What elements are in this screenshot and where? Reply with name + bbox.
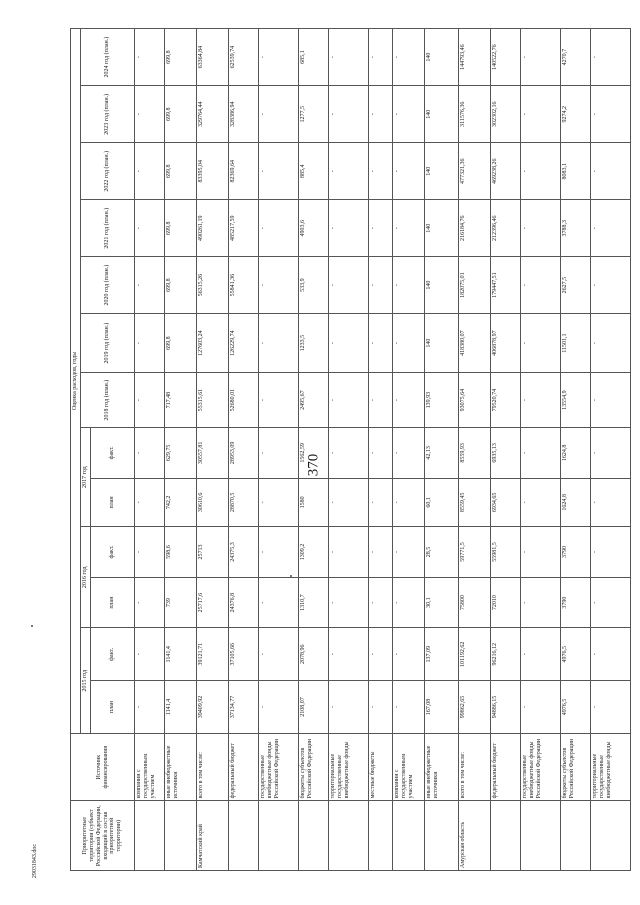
value-cell: 4270,7 bbox=[561, 29, 591, 86]
territory-cell bbox=[229, 801, 259, 871]
value-cell: 302302,16 bbox=[491, 86, 521, 143]
value-cell: 1624,8 bbox=[561, 478, 591, 527]
value-cell: - bbox=[259, 527, 299, 578]
value-cell: - bbox=[135, 478, 165, 527]
value-cell: 139,93 bbox=[425, 373, 459, 428]
table-row bbox=[229, 29, 259, 871]
value-cell: 126229,74 bbox=[229, 314, 259, 373]
value-cell: - bbox=[369, 577, 393, 628]
value-cell: - bbox=[369, 143, 393, 200]
value-cell: 13554,9 bbox=[561, 373, 591, 428]
value-cell: 179447,51 bbox=[491, 257, 521, 314]
header-estimate: Оценка расходов, годы bbox=[71, 29, 81, 734]
header-territory: Приоритетные территории (субъект Российской Федерации, входящий в состав приоритетной территории) bbox=[71, 801, 135, 871]
value-cell: 4976,5 bbox=[561, 681, 591, 734]
value-cell: - bbox=[393, 628, 425, 681]
value-cell: - bbox=[521, 86, 561, 143]
value-cell: 75800 bbox=[459, 577, 491, 628]
value-cell: 533,9 bbox=[299, 257, 329, 314]
value-cell: 329764,44 bbox=[197, 86, 229, 143]
value-cell: 8559,93 bbox=[459, 428, 491, 479]
territory-cell bbox=[369, 801, 393, 871]
value-cell: - bbox=[591, 628, 631, 681]
value-cell: - bbox=[329, 257, 369, 314]
value-cell: 25713 bbox=[197, 527, 229, 578]
territory-cell: Амурская область bbox=[459, 801, 491, 871]
value-cell: - bbox=[135, 577, 165, 628]
value-cell: - bbox=[369, 373, 393, 428]
value-cell: 685,1 bbox=[299, 29, 329, 86]
value-cell: 182075,01 bbox=[459, 257, 491, 314]
value-cell: 28870,5 bbox=[229, 478, 259, 527]
header-2019: 2019 год (план.) bbox=[81, 314, 135, 373]
value-cell: 37134,77 bbox=[229, 681, 259, 734]
value-cell: 24375,3 bbox=[229, 527, 259, 578]
source-cell: всего в том числе: bbox=[197, 733, 229, 801]
table-row bbox=[459, 29, 491, 871]
value-cell: 55315,61 bbox=[197, 373, 229, 428]
table-row bbox=[135, 29, 165, 871]
value-cell: 55981,5 bbox=[491, 527, 521, 578]
value-cell: - bbox=[259, 29, 299, 86]
value-cell: 62539,74 bbox=[229, 29, 259, 86]
table-row bbox=[259, 29, 299, 871]
territory-cell bbox=[491, 801, 521, 871]
header-source: Источник финансирования bbox=[71, 733, 135, 801]
value-cell: - bbox=[259, 86, 299, 143]
value-cell: - bbox=[369, 681, 393, 734]
value-cell: 742,2 bbox=[165, 478, 197, 527]
value-cell: 699,8 bbox=[165, 86, 197, 143]
territory-cell bbox=[329, 801, 369, 871]
value-cell: - bbox=[135, 681, 165, 734]
header-plan: план bbox=[91, 478, 135, 527]
value-cell: 59771,5 bbox=[459, 527, 491, 578]
value-cell: - bbox=[135, 628, 165, 681]
value-cell: - bbox=[329, 29, 369, 86]
value-cell: - bbox=[591, 257, 631, 314]
value-cell: 311576,36 bbox=[459, 86, 491, 143]
value-cell: - bbox=[521, 628, 561, 681]
value-cell: - bbox=[393, 428, 425, 479]
value-cell: - bbox=[259, 257, 299, 314]
value-cell: 1562,59 bbox=[299, 428, 329, 479]
value-cell: - bbox=[393, 200, 425, 257]
value-cell: 477321,36 bbox=[459, 143, 491, 200]
value-cell: - bbox=[521, 478, 561, 527]
value-cell: 24376,8 bbox=[229, 577, 259, 628]
value-cell: 25717,6 bbox=[197, 577, 229, 628]
value-cell: - bbox=[393, 577, 425, 628]
header-2018: 2018 год (план.) bbox=[81, 373, 135, 428]
value-cell: 2495,67 bbox=[299, 373, 329, 428]
table-row bbox=[561, 29, 591, 871]
header-fact: факт. bbox=[91, 428, 135, 479]
value-cell: 83395,04 bbox=[197, 143, 229, 200]
value-cell: 30,1 bbox=[425, 577, 459, 628]
value-cell: 93075,64 bbox=[459, 373, 491, 428]
value-cell: - bbox=[393, 314, 425, 373]
table-row bbox=[299, 29, 329, 871]
value-cell: - bbox=[369, 314, 393, 373]
value-cell: - bbox=[393, 681, 425, 734]
value-cell: - bbox=[521, 428, 561, 479]
value-cell: - bbox=[329, 681, 369, 734]
value-cell: 629,75 bbox=[165, 428, 197, 479]
value-cell: 717,48 bbox=[165, 373, 197, 428]
value-cell: - bbox=[591, 373, 631, 428]
territory-cell bbox=[299, 801, 329, 871]
document-footer bbox=[26, 836, 44, 886]
value-cell: - bbox=[259, 373, 299, 428]
header-plan: план bbox=[91, 577, 135, 628]
value-cell: - bbox=[369, 200, 393, 257]
table-body bbox=[135, 29, 631, 871]
value-cell: - bbox=[521, 200, 561, 257]
table-row bbox=[425, 29, 459, 871]
value-cell: - bbox=[135, 257, 165, 314]
value-cell: - bbox=[393, 527, 425, 578]
value-cell: - bbox=[369, 257, 393, 314]
value-cell: 140 bbox=[425, 257, 459, 314]
value-cell: 490261,19 bbox=[197, 200, 229, 257]
value-cell: 699,8 bbox=[165, 29, 197, 86]
value-cell: 39121,71 bbox=[197, 628, 229, 681]
value-cell: - bbox=[259, 628, 299, 681]
value-cell: - bbox=[521, 29, 561, 86]
value-cell: - bbox=[329, 200, 369, 257]
value-cell: - bbox=[135, 200, 165, 257]
source-cell: иные внебюджетные источники bbox=[165, 733, 197, 801]
value-cell: 212396,46 bbox=[491, 200, 521, 257]
value-cell: 30610,6 bbox=[197, 478, 229, 527]
value-cell: - bbox=[135, 373, 165, 428]
value-cell: 2078,96 bbox=[299, 628, 329, 681]
value-cell: - bbox=[591, 314, 631, 373]
page-number: 370 bbox=[305, 453, 322, 477]
source-cell: бюджеты субъектов Российской Федерации bbox=[299, 733, 329, 801]
value-cell: - bbox=[591, 200, 631, 257]
value-cell: - bbox=[369, 527, 393, 578]
value-cell: - bbox=[393, 29, 425, 86]
value-cell: 28953,09 bbox=[229, 428, 259, 479]
value-cell: 406878,97 bbox=[491, 314, 521, 373]
value-cell: - bbox=[135, 314, 165, 373]
value-cell: - bbox=[393, 86, 425, 143]
rotated-table-container bbox=[70, 28, 610, 871]
value-cell: 11501,1 bbox=[561, 314, 591, 373]
value-cell: - bbox=[135, 86, 165, 143]
value-cell: 96216,12 bbox=[491, 628, 521, 681]
value-cell: 82369,64 bbox=[229, 143, 259, 200]
value-cell: 101192,62 bbox=[459, 628, 491, 681]
value-cell: - bbox=[329, 86, 369, 143]
value-cell: 140522,76 bbox=[491, 29, 521, 86]
value-cell: 328386,94 bbox=[229, 86, 259, 143]
territory-cell: Камчатский край bbox=[197, 801, 229, 871]
value-cell: 699,8 bbox=[165, 143, 197, 200]
value-cell: 3790 bbox=[561, 527, 591, 578]
value-cell: - bbox=[591, 29, 631, 86]
header-2017: 2017 год bbox=[81, 428, 91, 527]
territory-cell bbox=[561, 801, 591, 871]
value-cell: - bbox=[329, 314, 369, 373]
value-cell: - bbox=[591, 527, 631, 578]
value-cell: - bbox=[591, 681, 631, 734]
header-fact: факт. bbox=[91, 628, 135, 681]
table-row bbox=[591, 29, 631, 871]
footer-filename: 29031843.doc bbox=[32, 843, 38, 879]
header-2016: 2016 год bbox=[81, 527, 91, 628]
value-cell: - bbox=[329, 478, 369, 527]
value-cell: - bbox=[521, 314, 561, 373]
value-cell: 3790 bbox=[561, 577, 591, 628]
value-cell: 1310,7 bbox=[299, 577, 329, 628]
value-cell: 144793,46 bbox=[459, 29, 491, 86]
value-cell: - bbox=[329, 527, 369, 578]
territory-cell bbox=[165, 801, 197, 871]
territory-cell bbox=[521, 801, 561, 871]
source-cell: иные внебюджетные источники bbox=[425, 733, 459, 801]
expense-estimate-table bbox=[70, 28, 631, 871]
header-2024: 2024 год (план.) bbox=[81, 29, 135, 86]
table-row bbox=[369, 29, 393, 871]
source-cell: государственные внебюджетные фонды Российской Федерации bbox=[259, 733, 299, 801]
value-cell: - bbox=[329, 428, 369, 479]
value-cell: 8559,45 bbox=[459, 478, 491, 527]
value-cell: 140 bbox=[425, 86, 459, 143]
value-cell: - bbox=[259, 428, 299, 479]
value-cell: - bbox=[259, 681, 299, 734]
header-2022: 2022 год (план.) bbox=[81, 143, 135, 200]
value-cell: 127603,24 bbox=[197, 314, 229, 373]
value-cell: - bbox=[259, 200, 299, 257]
value-cell: 56315,26 bbox=[197, 257, 229, 314]
value-cell: - bbox=[329, 373, 369, 428]
value-cell: - bbox=[393, 373, 425, 428]
value-cell: - bbox=[369, 86, 393, 143]
value-cell: 216184,76 bbox=[459, 200, 491, 257]
value-cell: 28,5 bbox=[425, 527, 459, 578]
value-cell: - bbox=[393, 257, 425, 314]
value-cell: - bbox=[591, 143, 631, 200]
territory-cell bbox=[135, 801, 165, 871]
value-cell: - bbox=[135, 428, 165, 479]
source-cell: территориальные государственные внебюджетные фонды bbox=[329, 733, 369, 801]
table-row bbox=[329, 29, 369, 871]
source-cell: бюджеты субъектов Российской Федерации bbox=[561, 733, 591, 801]
value-cell: 6934,65 bbox=[491, 478, 521, 527]
value-cell: 739 bbox=[165, 577, 197, 628]
table-row bbox=[197, 29, 229, 871]
table-row bbox=[521, 29, 561, 871]
value-cell: 1277,5 bbox=[299, 86, 329, 143]
value-cell: - bbox=[329, 628, 369, 681]
value-cell: 52680,01 bbox=[229, 373, 259, 428]
source-cell: федеральный бюджет bbox=[491, 733, 521, 801]
value-cell: 885,4 bbox=[299, 143, 329, 200]
value-cell: 1233,5 bbox=[299, 314, 329, 373]
source-cell: федеральный бюджет bbox=[229, 733, 259, 801]
source-cell: местные бюджеты bbox=[369, 733, 393, 801]
value-cell: 699,8 bbox=[165, 314, 197, 373]
value-cell: 39409,92 bbox=[197, 681, 229, 734]
value-cell: 167,08 bbox=[425, 681, 459, 734]
value-cell: - bbox=[259, 143, 299, 200]
value-cell: - bbox=[521, 143, 561, 200]
header-2023: 2023 год (план.) bbox=[81, 86, 135, 143]
value-cell: 1141,4 bbox=[165, 681, 197, 734]
scan-mark bbox=[31, 625, 33, 627]
source-cell: государственные внебюджетные фонды Российской Федерации bbox=[521, 733, 561, 801]
header-fact: факт. bbox=[91, 527, 135, 578]
value-cell: 140 bbox=[425, 200, 459, 257]
value-cell: - bbox=[369, 478, 393, 527]
value-cell: 63364,84 bbox=[197, 29, 229, 86]
value-cell: - bbox=[591, 577, 631, 628]
value-cell: - bbox=[259, 478, 299, 527]
value-cell: - bbox=[591, 86, 631, 143]
value-cell: 2108,07 bbox=[299, 681, 329, 734]
value-cell: - bbox=[393, 143, 425, 200]
table-row bbox=[165, 29, 197, 871]
table-row bbox=[393, 29, 425, 871]
value-cell: 140 bbox=[425, 314, 459, 373]
value-cell: - bbox=[369, 628, 393, 681]
table-row bbox=[491, 29, 521, 871]
value-cell: 418380,07 bbox=[459, 314, 491, 373]
value-cell: 60,1 bbox=[425, 478, 459, 527]
value-cell: 598,6 bbox=[165, 527, 197, 578]
value-cell: 469238,26 bbox=[491, 143, 521, 200]
value-cell: 1309,2 bbox=[299, 527, 329, 578]
value-cell: - bbox=[259, 314, 299, 373]
source-cell: компании с государственным участием bbox=[135, 733, 165, 801]
value-cell: 2627,5 bbox=[561, 257, 591, 314]
value-cell: 72010 bbox=[491, 577, 521, 628]
value-cell: 140 bbox=[425, 143, 459, 200]
value-cell: - bbox=[135, 29, 165, 86]
value-cell: 4903,6 bbox=[299, 200, 329, 257]
value-cell: 1580 bbox=[299, 478, 329, 527]
header-2015: 2015 год bbox=[81, 628, 91, 733]
value-cell: 4976,5 bbox=[561, 628, 591, 681]
value-cell: - bbox=[135, 143, 165, 200]
value-cell: 1624,8 bbox=[561, 428, 591, 479]
value-cell: - bbox=[521, 681, 561, 734]
value-cell: - bbox=[591, 478, 631, 527]
value-cell: - bbox=[521, 577, 561, 628]
value-cell: 140 bbox=[425, 29, 459, 86]
value-cell: - bbox=[135, 527, 165, 578]
territory-cell bbox=[393, 801, 425, 871]
value-cell: - bbox=[521, 373, 561, 428]
source-cell: территориальные государственные внебюджетные фонды bbox=[591, 733, 631, 801]
header-plan: план bbox=[91, 681, 135, 734]
header-2020: 2020 год (план.) bbox=[81, 257, 135, 314]
value-cell: 55841,36 bbox=[229, 257, 259, 314]
value-cell: 1141,4 bbox=[165, 628, 197, 681]
value-cell: 37105,66 bbox=[229, 628, 259, 681]
value-cell: 3788,3 bbox=[561, 200, 591, 257]
value-cell: - bbox=[521, 527, 561, 578]
source-cell: компании с государственным участием bbox=[393, 733, 425, 801]
source-cell: всего в том числе: bbox=[459, 733, 491, 801]
value-cell: - bbox=[591, 428, 631, 479]
value-cell: - bbox=[259, 577, 299, 628]
value-cell: - bbox=[521, 257, 561, 314]
territory-cell bbox=[425, 801, 459, 871]
value-cell: 485217,59 bbox=[229, 200, 259, 257]
value-cell: 94886,15 bbox=[491, 681, 521, 734]
value-cell: - bbox=[369, 29, 393, 86]
value-cell: 9274,2 bbox=[561, 86, 591, 143]
value-cell: - bbox=[329, 577, 369, 628]
value-cell: 6935,13 bbox=[491, 428, 521, 479]
header-2021: 2021 год (план.) bbox=[81, 200, 135, 257]
value-cell: 137,09 bbox=[425, 628, 459, 681]
value-cell: 79520,74 bbox=[491, 373, 521, 428]
value-cell: 8083,1 bbox=[561, 143, 591, 200]
value-cell: - bbox=[329, 143, 369, 200]
value-cell: 699,8 bbox=[165, 257, 197, 314]
territory-cell bbox=[591, 801, 631, 871]
table-header bbox=[71, 29, 135, 871]
value-cell: 30557,81 bbox=[197, 428, 229, 479]
territory-cell bbox=[259, 801, 299, 871]
value-cell: 99862,65 bbox=[459, 681, 491, 734]
value-cell: 42,13 bbox=[425, 428, 459, 479]
value-cell: 699,8 bbox=[165, 200, 197, 257]
value-cell: - bbox=[369, 428, 393, 479]
value-cell: - bbox=[393, 478, 425, 527]
